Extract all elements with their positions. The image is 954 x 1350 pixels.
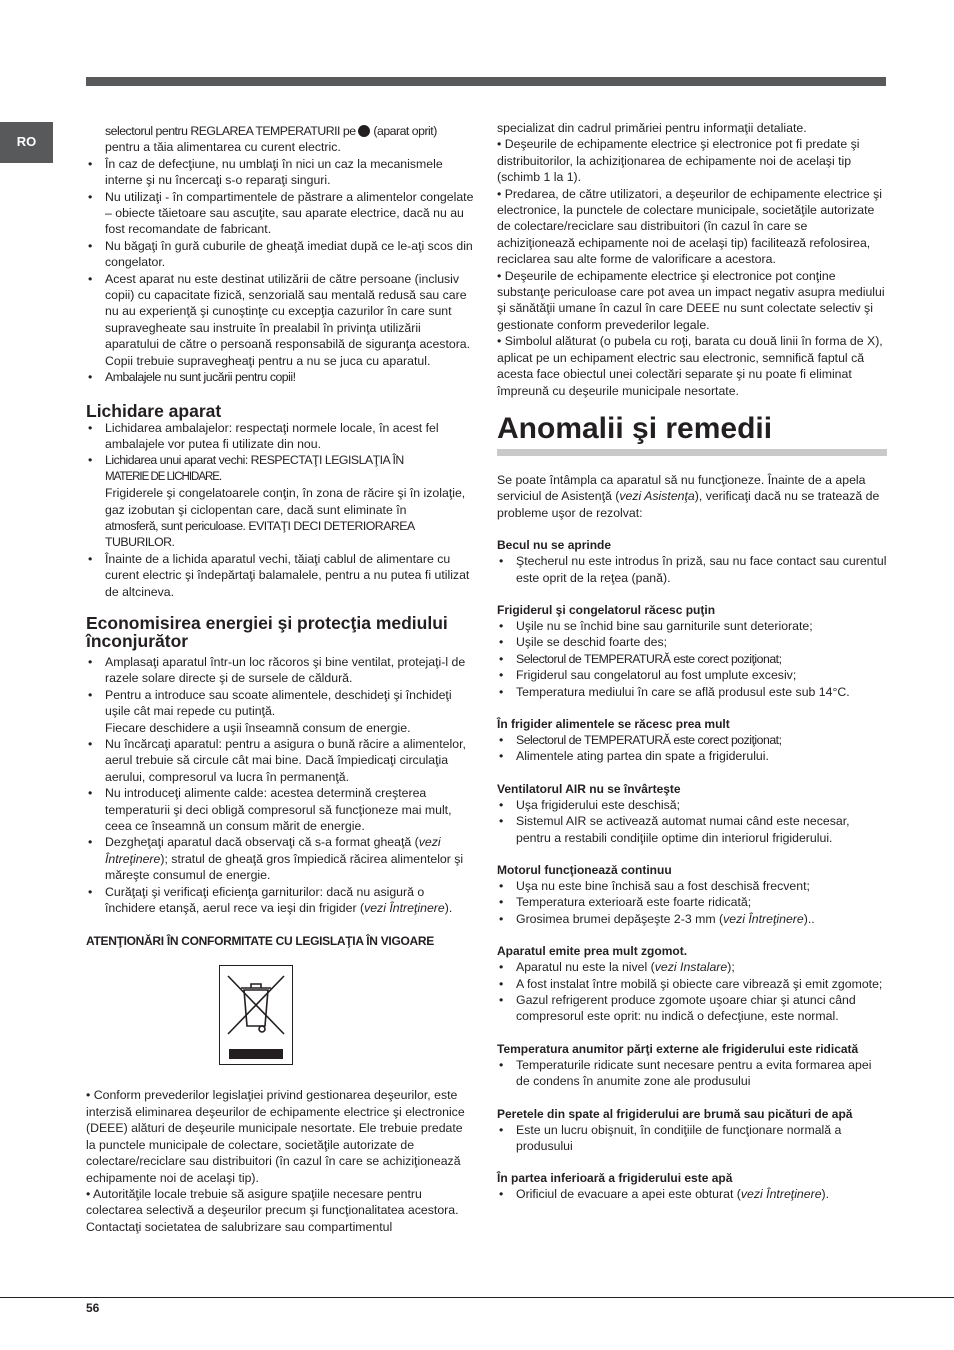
heading-economisirea: Economisirea energiei şi protecţia mediului înconjurător xyxy=(86,612,448,651)
intro-line-2: pentru a tăia alimentarea cu curent electric. xyxy=(105,140,341,155)
section-heading: Motorul funcţionează continuu xyxy=(497,863,672,877)
list-item: • Selectorul de TEMPERATURĂ este corect poziţionat; xyxy=(497,732,887,748)
section-list xyxy=(497,1122,887,1155)
weee-paragraph-2: • Autorităţile locale trebuie să asigure spaţiile necesare pentru colectarea selectivă a deşeurilor precum şi funcţionalitatea acestora. Contactaţi societatea de salubrizare sau compartimentul xyxy=(86,1186,459,1234)
list-item: • Lichidarea unui aparat vechi: RESPECTAŢI LEGISLAŢIA ÎN MATERIE DE LICHIDARE. Frigiderele şi congelatoarele conţin, în zona de răcire şi în izolaţie, gaz izobutan şi ciclopentan care, dacă sunt eliminate în atmosferă, sunt periculoase. EVITAŢI DECI DETERIORAREA TUBURILOR. xyxy=(86,452,474,550)
section-list xyxy=(497,732,887,765)
top-rule xyxy=(86,77,886,86)
anomalii-intro: Se poate întâmpla ca aparatul să nu funcţioneze. Înainte de a apela serviciul de Asistenţă (vezi Asistenţa), verificaţi dacă nu se tratează de probleme uşor de rezolvat: xyxy=(497,472,880,520)
safety-list xyxy=(86,156,474,386)
list-item: • Grosimea brumei depăşeşte 2-3 mm (vezi Întreţinere).. xyxy=(497,911,887,927)
right-column xyxy=(497,120,887,1203)
left-column xyxy=(86,120,474,1235)
page-number: 56 xyxy=(86,1301,100,1315)
economisirea-list xyxy=(86,654,474,917)
list-item: • Aparatul nu este la nivel (vezi Instalare); xyxy=(497,959,887,975)
section-heading: În partea inferioară a frigiderului este apă xyxy=(497,1171,733,1186)
language-tab-label: RO xyxy=(16,134,37,150)
filled-circle-icon xyxy=(358,125,370,137)
list-item: • Uşa nu este bine închisă sau a fost deschisă frecvent; xyxy=(497,878,887,894)
weee-paragraph-1: • Conform prevederilor legislaţiei privind gestionarea deşeurilor, este interzisă eliminarea deşeurilor de echipamente electrice şi electronice (DEEE) alături de deşeurile municipale nesortate. Ele trebuie predate la punctele municipale de colectare, societăţile autorizate de colectare/reciclare sau distribuitori (în cazul în care se achiziţionează echipamente noi de acelaşi tip). xyxy=(86,1088,465,1185)
list-item: • Uşile nu se închid bine sau garniturile sunt deteriorate; xyxy=(497,618,887,634)
list-item: • În caz de defecţiune, nu umblaţi în nici un caz la mecanismele interne şi nu încercaţi s-o reparaţi singuri. xyxy=(86,156,474,189)
weee-paragraph-7: • Simbolul alăturat (o pubela cu roţi, barata cu două linii în forma de X), aplicat pe un echipament electric sau electronic, semnifică faptul că acesta face obiectul unei colectări separate şi nu poate fi eliminat împreună cu deşeurile municipale nesortate. xyxy=(497,334,883,398)
section-list xyxy=(497,797,887,846)
list-item: • Este un lucru obişnuit, în condiţiile de funcţionare normală a produsului xyxy=(497,1122,887,1155)
section-list xyxy=(497,1057,887,1090)
list-item: • Curăţaţi şi verificaţi eficienţa garniturilor: dacă nu asigură o închidere etanşă, aerul rece va ieşi din frigider (vezi Întreţinere). xyxy=(86,884,474,917)
list-item: • Ştecherul nu este introdus în priză, sau nu face contact sau curentul este oprit de la reţea (pană). xyxy=(497,553,887,586)
section-list xyxy=(497,959,887,1025)
weee-paragraph-6: • Deşeurile de echipamente electrice şi electronice pot conţine substanţe periculoase care pot avea un impact negativ asupra mediului şi sănătăţii umane în cazul în care DEEE nu sunt colectate selectiv şi gestionate conform prevederilor legale. xyxy=(497,268,885,332)
crossed-out-wheelie-bin-icon xyxy=(219,965,293,1065)
list-item: • Nu încărcaţi aparatul: pentru a asigura o bună răcire a alimentelor, aerul trebuie să circule cât mai bine. Dacă împiedicaţi circulaţia aerului, compresorul va lucra în permanenţă. xyxy=(86,736,474,785)
section-list xyxy=(497,878,887,927)
section-heading: Becul nu se aprinde xyxy=(497,538,612,553)
language-tab xyxy=(0,122,53,163)
list-item: • Acest aparat nu este destinat utilizării de către persoane (inclusiv copii) cu capacitate fizică, senzorială sau mentală redusă sau care nu au experienţă şi cunoştinţe cu excepţia cazurilor în care sunt supravegheate sau instruite în prealabil în privinţa utilizării aparatului de către o persoană responsabilă de siguranţa acestora. Copii trebuie supravegheaţi pentru a nu se juca cu aparatul. xyxy=(86,271,474,369)
list-item: • Uşa frigiderului este deschisă; xyxy=(497,797,887,813)
list-item: • Orificiul de evacuare a apei este obturat (vezi Întreţinere). xyxy=(497,1186,887,1202)
list-item: • Pentru a introduce sau scoate alimentele, deschideţi şi închideţi uşile cât mai repede cu putinţă. Fiecare deschidere a uşii înseamnă consum de energie. xyxy=(86,687,474,736)
section-list xyxy=(497,553,887,586)
intro-line: selectorul pentru REGLAREA TEMPERATURII pe (aparat oprit) xyxy=(105,124,437,138)
list-item: • Temperaturile ridicate sunt necesare pentru a evita formarea apei de condens în anumite zone ale produsului xyxy=(497,1057,887,1090)
section-list xyxy=(497,1186,887,1202)
heading-anomalii: Anomalii şi remedii xyxy=(497,413,887,456)
list-item: • Temperatura mediului în care se află produsul este sub 14°C. xyxy=(497,684,887,700)
section-heading: În frigider alimentele se răcesc prea mult xyxy=(497,716,730,731)
list-item: • Ambalajele nu sunt jucării pentru copii! xyxy=(86,369,474,385)
lichidare-list xyxy=(86,420,474,600)
list-item: • Selectorul de TEMPERATURĂ este corect poziţionat; xyxy=(497,651,887,667)
weee-paragraph-3: specializat din cadrul primăriei pentru informaţii detaliate. xyxy=(497,121,807,135)
list-item: • Nu utilizaţi - în compartimentele de păstrare a alimentelor congelate – obiecte tăietoare sau ascuţite, sau aparate electrice, dacă nu au fost recomandate de fabricant. xyxy=(86,189,474,238)
footer-rule xyxy=(0,1297,954,1298)
list-item: • Amplasaţi aparatul într-un loc răcoros şi bine ventilat, protejaţi-l de razele solare directe şi de sursele de căldură. xyxy=(86,654,474,687)
list-item: • Sistemul AIR se activează automat numai când este necesar, pentru a restabili condiţiile optime din interiorul frigiderului. xyxy=(497,813,887,846)
list-item: • Gazul refrigerent produce zgomote uşoare chiar şi atunci când compresorul este oprit: nu indică o defecţiune, este normal. xyxy=(497,992,887,1025)
section-list xyxy=(497,618,887,700)
list-item: • Temperatura exterioară este foarte ridicată; xyxy=(497,894,887,910)
list-item: • Uşile se deschid foarte des; xyxy=(497,634,887,650)
weee-paragraph-5: • Predarea, de către utilizatori, a deşeurilor de echipamente electrice şi electronice, la punctele de colectare municipale, societăţile autorizate de colectare/reciclare sau distribuitori (în cazul în care se achiziţionează echipamente noi de acelaşi tip) facilitează refolosirea, reciclarea sau alte forme de valorificare a acestora. xyxy=(497,186,883,267)
list-item: • Alimentele ating partea din spate a frigiderului. xyxy=(497,748,887,764)
heading-atentionari: ATENŢIONĂRI ÎN CONFORMITATE CU LEGISLAŢIA ÎN VIGOARE xyxy=(86,934,434,949)
list-item: • Nu băgaţi în gură cuburile de gheaţă imediat după ce le-aţi scos din congelator. xyxy=(86,238,474,271)
section-heading: Frigiderul şi congelatorul răcesc puţin xyxy=(497,602,716,617)
list-item: • Înainte de a lichida aparatul vechi, tăiaţi cablul de alimentare cu curent electric şi îndepărtaţi balamalele, pentru a nu putea fi utilizat de altcineva. xyxy=(86,551,474,600)
list-item: • Frigiderul sau congelatorul au fost umplute excesiv; xyxy=(497,667,887,683)
section-heading: Aparatul emite prea mult zgomot. xyxy=(497,944,688,959)
section-heading: Temperatura anumitor părţi externe ale frigiderului este ridicată xyxy=(497,1041,859,1056)
heading-lichidare: Lichidare aparat xyxy=(86,400,222,421)
list-item: • A fost instalat între mobilă şi obiecte care vibrează şi emit zgomote; xyxy=(497,976,887,992)
list-item: • Dezgheţaţi aparatul dacă observaţi că s-a format gheaţă (vezi Întreţinere); stratul de gheaţă gros împiedică răcirea alimentelor şi măreşte consumul de energie. xyxy=(86,834,474,883)
weee-paragraph-4: • Deşeurile de echipamente electrice şi electronice pot fi predate şi distribuitorilor, la achiziţionarea de echipamente noi de acelaşi tip (schimb 1 la 1). xyxy=(497,137,860,185)
list-item: • Lichidarea ambalajelor: respectaţi normele locale, în acest fel ambalajele vor putea fi utilizate din nou. xyxy=(86,420,474,453)
list-item: • Nu introduceţi alimente calde: acestea determină creşterea temperaturii şi deci obligă compresorul să funcţioneze mai mult, ceea ce înseamnă un consum mărit de energie. xyxy=(86,785,474,834)
section-heading: Peretele din spate al frigiderului are brumă sau picături de apă xyxy=(497,1106,853,1121)
section-heading: Ventilatorul AIR nu se învârteşte xyxy=(497,781,681,796)
